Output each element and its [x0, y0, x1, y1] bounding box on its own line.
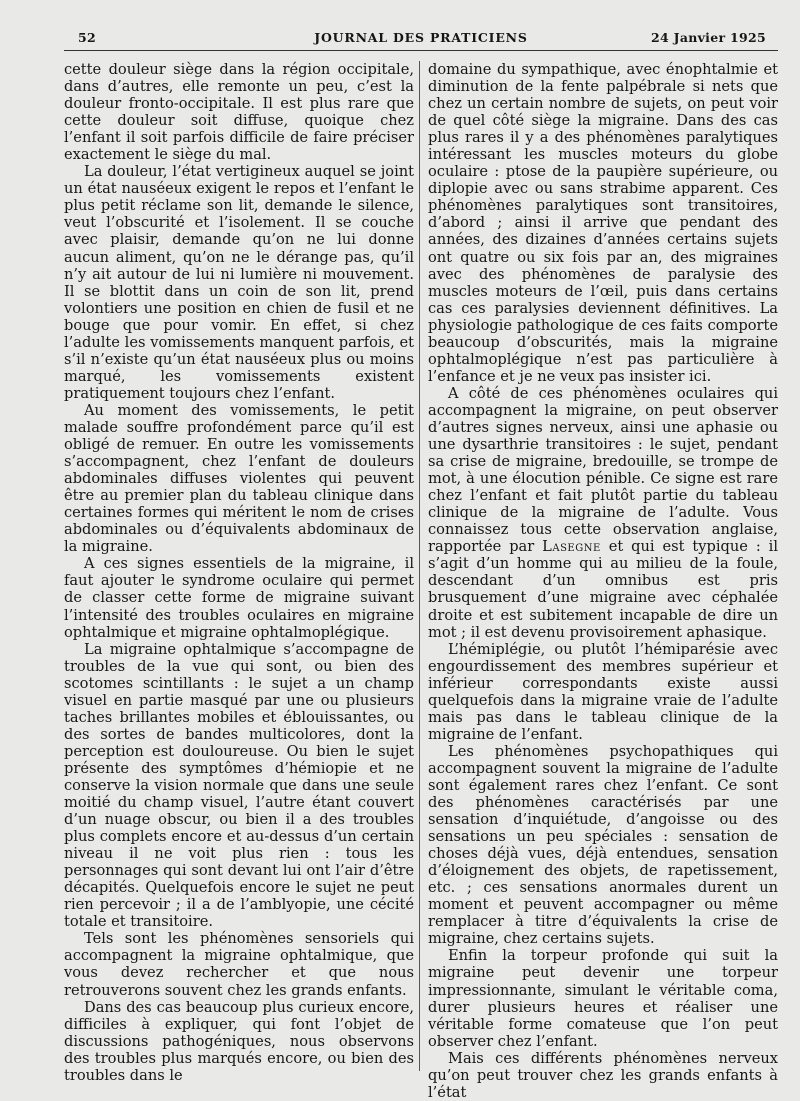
right-column [428, 61, 778, 1101]
journal-title: JOURNAL DES PRATICIENS [314, 30, 528, 45]
paragraph: Dans des cas beaucoup plus curieux encore, difficiles à expliquer, qui font l’objet de discussions pathogéniques, nous observons des troubles plus marqués encore, ou bien des troubles dans le [64, 998, 414, 1084]
paragraph: Enfin la torpeur profonde qui suit la migraine peut devenir une torpeur impressionnante, simulant le véritable coma, durer plusieurs heures et réaliser une véritable forme comateuse que l’on peut observer chez l’enfant. [428, 947, 778, 1050]
paragraph: cette douleur siège dans la région occipitale, dans d’autres, elle remonte un peu, c’est la douleur fronto-occipitale. Il est plus rare que cette douleur soit diffuse, quoique chez l’enfant il soit parfois difficile de faire préciser exactement le siège du mal. [64, 61, 414, 164]
paragraph: Mais ces différents phénomènes nerveux qu’on peut trouver chez les grands enfants à l’état [428, 1049, 778, 1101]
paragraph: La douleur, l’état vertigineux auquel se joint un état nauséeux exigent le repos et l’enfant le plus petit réclame son lit, demande le silence, veut l’obscurité et l’isolement. Il se couche avec plaisir, demande qu’on ne lui donne aucun aliment, qu’on ne le dérange pas, qu’il n’y ait autour de lui ni lumière ni mouvement. Il se blottit dans un coin de son lit, prend volontiers une position en chien de fusil et ne bouge que pour vomir. En effet, si chez l’adulte les vomissements manquent parfois, et s’il n’existe qu’un état nauséeux plus ou moins marqué, les vomissements existent pratiquement toujours chez l’enfant. [64, 163, 414, 402]
paragraph: A ces signes essentiels de la migraine, il faut ajouter le syndrome oculaire qui permet de classer cette forme de migraine suivant l’intensité des troubles oculaires en migraine ophtalmique et migraine ophtalmoplégique. [64, 555, 414, 641]
running-head [64, 26, 778, 51]
paragraph: Les phénomènes psychopathiques qui accompagnent souvent la migraine de l’adulte sont également rares chez l’enfant. Ce sont des phénomènes caractérisés par une sensation d’inquiétude, d’angoisse ou des sensations un peu spéciales : sensation de choses déjà vues, déjà entendues, sensation d’éloignement des objets, de rapetissement, etc. ; ces sensations anormales durent un moment et peuvent accompagner ou même remplacer à titre d’équivalents la crise de migraine, chez certains sujets. [428, 742, 778, 948]
paragraph [428, 385, 778, 641]
paragraph-text: et qui est typique : il s’agit d’un homme qui au milieu de la foule, descendant d’un omnibus est pris brusquement d’une migraine avec céphalée droite et est subitement incapable de dire un mot ; il est devenu provisoirement aphasique. [428, 538, 779, 641]
author-name: Lasegne [542, 538, 601, 556]
paragraph: Tels sont les phénomènes sensoriels qui accompagnent la migraine ophtalmique, que vous devez rechercher et que nous retrouverons souvent chez les grands enfants. [64, 930, 414, 999]
paragraph: domaine du sympathique, avec énophtalmie et diminution de la fente palpébrale si nets que chez un certain nombre de sujets, on peut voir de quel côté siège la migraine. Dans des cas plus rares il y a des phénomènes paralytiques intéressant les muscles moteurs du globe oculaire : ptose de la paupière supérieure, ou diplopie avec ou sans strabime apparent. Ces phénomènes paralytiques sont transitoires, d’abord ; ainsi il arrive que pendant des années, des dizaines d’années certains sujets ont quatre ou six fois par an, des migraines avec des phénomènes de paralysie des muscles moteurs de l’œil, puis dans certains cas ces paralysies deviennent définitives. La physiologie pathologique de ces faits comporte beaucoup d’obscurités, mais la migraine ophtalmoplégique n’est pas particulière à l’enfance et je ne veux pas insister ici. [428, 61, 778, 385]
paragraph: La migraine ophtalmique s’accompagne de troubles de la vue qui sont, ou bien des scotomes scintillants : le sujet a un champ visuel en partie masqué par une ou plusieurs taches brillantes mobiles et éblouissantes, ou des sortes de bandes multicolores, dont la perception est douloureuse. Ou bien le sujet présente des symptômes d’hémiopie et ne conserve la vision normale que dans une seule moitié du champ visuel, l’autre étant couvert d’un nuage obscur, ou bien il a des troubles plus complets encore et au-dessus d’un certain niveau il ne voit plus rien : tous les personnages qui sont devant lui ont l’air d’être décapités. Quelquefois encore le sujet ne peut rien percevoir ; il a de l’amblyopie, une cécité totale et transitoire. [64, 640, 414, 931]
left-column [64, 61, 414, 1101]
paragraph-text: A côté de ces phénomènes oculaires qui accompagnent la migraine, on peut observer d’autres signes nerveux, ainsi une aphasie ou une dysarthrie transitoires : le sujet, pendant sa crise de migraine, bredouille, se trompe de mot, à une élocution pénible. Ce signe est rare chez l’enfant et fait plutôt partie du tableau clinique de la migraine de l’adulte. Vous connaissez tous cette observation anglaise, rapportée par [428, 384, 778, 556]
column-divider [419, 61, 420, 1071]
article-body [64, 61, 778, 1101]
paragraph: L’hémiplégie, ou plutôt l’hémiparésie avec engourdissement des membres supérieur et inférieur correspondants existe aussi quelquefois dans la migraine vraie de l’adulte mais pas dans le tableau clinique de la migraine de l’enfant. [428, 640, 778, 743]
paragraph: Au moment des vomissements, le petit malade souffre profondément parce qu’il est obligé de remuer. En outre les vomissements s’accompagnent, chez l’enfant de douleurs abdominales diffuses violentes qui peuvent être au premier plan du tableau clinique dans certaines formes qui méritent le nom de crises abdominales ou d’équivalents abdominaux de la migraine. [64, 401, 414, 556]
issue-date: 24 Janvier 1925 [650, 30, 766, 45]
page-number: 52 [78, 30, 96, 45]
